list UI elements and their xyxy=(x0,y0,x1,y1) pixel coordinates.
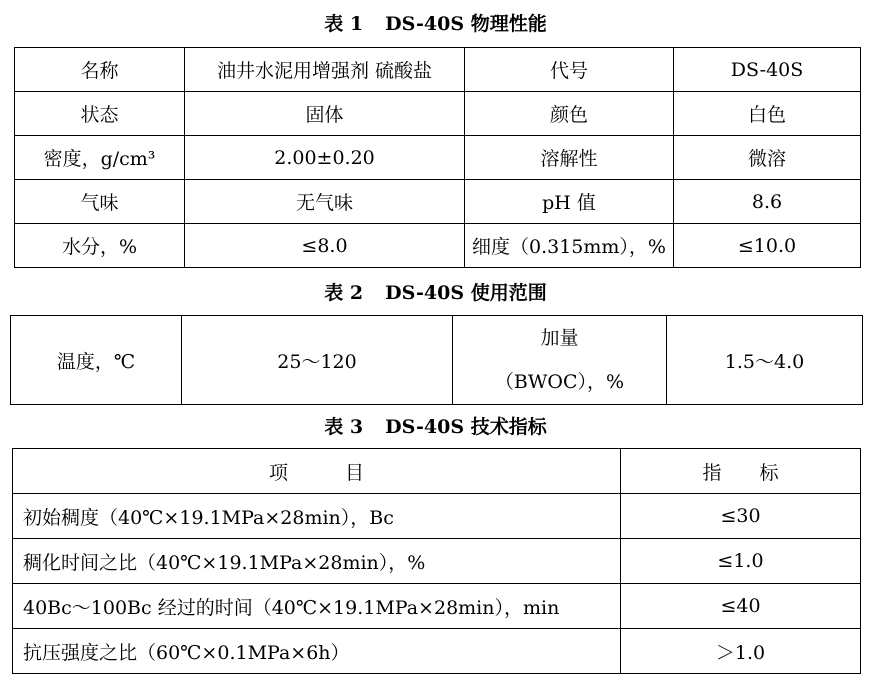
dosage-label-cell xyxy=(453,316,667,405)
table-cell: ＞1.0 xyxy=(621,629,861,674)
temperature-label-cell: 温度，℃ xyxy=(11,316,182,405)
table-row xyxy=(15,48,861,92)
table-cell: ≤40 xyxy=(621,584,861,629)
table2-caption xyxy=(0,281,871,305)
dosage-value-cell: 1.5～4.0 xyxy=(667,316,863,405)
table-cell: 状态 xyxy=(15,92,185,136)
table-cell: 溶解性 xyxy=(465,136,674,180)
table-cell: ≤10.0 xyxy=(674,224,861,268)
technical-specs-table xyxy=(12,448,861,674)
table-cell: 微溶 xyxy=(674,136,861,180)
table3-caption-number: 表 3 xyxy=(324,416,364,438)
table-cell: 密度，g/cm³ xyxy=(15,136,185,180)
table-cell: 细度（0.315mm），% xyxy=(465,224,674,268)
table-row xyxy=(13,539,861,584)
table-row xyxy=(15,136,861,180)
table-cell: 代号 xyxy=(465,48,674,92)
table-row xyxy=(15,224,861,268)
table-cell: 水分，% xyxy=(15,224,185,268)
table-cell: 固体 xyxy=(185,92,465,136)
table-cell: 抗压强度之比（60℃×0.1MPa×6h） xyxy=(13,629,621,674)
table-row xyxy=(13,494,861,539)
usage-range-table xyxy=(10,315,863,405)
table-cell: 2.00±0.20 xyxy=(185,136,465,180)
header-item-cell: 项 目 xyxy=(13,449,621,494)
table2-caption-number: 表 2 xyxy=(324,282,364,304)
table-cell: ≤1.0 xyxy=(621,539,861,584)
physical-properties-table xyxy=(14,47,861,268)
dosage-label-line1: 加量 xyxy=(540,327,579,349)
dosage-label-line2: （BWOC），% xyxy=(494,371,625,393)
table1-caption xyxy=(0,12,871,36)
table-cell: 白色 xyxy=(674,92,861,136)
table-row xyxy=(11,316,863,405)
table-header-row xyxy=(13,449,861,494)
table-cell: DS-40S xyxy=(674,48,861,92)
table-cell: 名称 xyxy=(15,48,185,92)
table-cell: 8.6 xyxy=(674,180,861,224)
table-cell: ≤30 xyxy=(621,494,861,539)
table-cell: 气味 xyxy=(15,180,185,224)
table1-caption-title: DS-40S 物理性能 xyxy=(385,13,547,35)
table-cell: pH 值 xyxy=(465,180,674,224)
table-row xyxy=(13,629,861,674)
table1-caption-number: 表 1 xyxy=(324,13,364,35)
table3-caption xyxy=(0,415,871,439)
table-cell: ≤8.0 xyxy=(185,224,465,268)
table3-caption-title: DS-40S 技术指标 xyxy=(385,416,547,438)
table-cell: 初始稠度（40℃×19.1MPa×28min），Bc xyxy=(13,494,621,539)
table-row xyxy=(15,92,861,136)
table-cell: 油井水泥用增强剂 硫酸盐 xyxy=(185,48,465,92)
table-cell: 40Bc～100Bc 经过的时间（40℃×19.1MPa×28min），min xyxy=(13,584,621,629)
header-spec-cell: 指 标 xyxy=(621,449,861,494)
temperature-value-cell: 25～120 xyxy=(182,316,453,405)
table-cell: 颜色 xyxy=(465,92,674,136)
table-cell: 无气味 xyxy=(185,180,465,224)
table2-caption-title: DS-40S 使用范围 xyxy=(385,282,547,304)
table-row xyxy=(13,584,861,629)
table-row xyxy=(15,180,861,224)
table-cell: 稠化时间之比（40℃×19.1MPa×28min），% xyxy=(13,539,621,584)
